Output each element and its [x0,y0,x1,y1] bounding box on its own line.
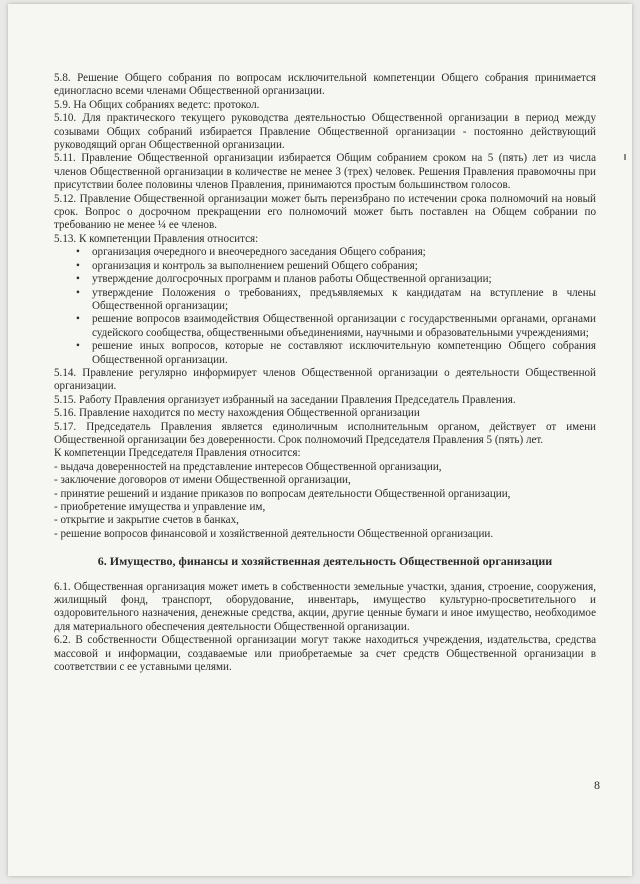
document-body [54,72,596,674]
dash-item: - принятие решений и издание приказов по вопросам деятельности Общественной организации, [54,487,511,500]
paragraph-5-15: 5.15. Работу Правления организует избранный на заседании Правления Председатель Правления. [54,393,516,406]
page-number: 8 [594,778,600,792]
paragraph-5-8: 5.8. Решение Общего собрания по вопросам исключительной компетенции Общего собрания принимается единогласно всеми членами Общественной организации. [54,72,596,98]
document-page [8,4,632,876]
paragraph-5-11: 5.11. Правление Общественной организации избирается Общим собранием сроком на 5 (пять) лет из числа членов Общественной организации в количестве не менее 3 (трех) человек. Решения Правления правомочны при присутствии более половины членов Правления, принимаются простым большинством голосов. [54,152,596,192]
paragraph-5-14: 5.14. Правление регулярно информирует членов Общественной организации о деятельности Общественной организации. [54,366,596,393]
paragraph-6-1: 6.1. Общественная организация может иметь в собственности земельные участки, здания, строение, сооружения, жилищный фонд, транспорт, оборудование, инвентарь, имущество культурно-просветительного и оздоровительного назначения, денежные средства, акции, другие ценные бумаги и иное имущество, необходимое для материального обеспечения деятельности Общественной организации. [54,580,596,633]
chair-competence-intro: К компетенции Председателя Правления относится: [54,447,301,460]
list-item: • решение вопросов взаимодействия Общественной организации с государственными органами, органами судейского сообщества, общественными объединениями, научными и образовательными учреждениями; [92,313,596,340]
dash-item: - приобретение имущества и управление им, [54,501,266,513]
scan-mark [624,154,626,160]
list-item: • утверждение долгосрочных программ и планов работы Общественной организации; [92,273,596,286]
paragraph-6-2: 6.2. В собственности Общественной организации могут также находиться учреждения, издательства, средства массовой и информации, создаваемые или приобретаемые за счет средств Общественной организации в соответствии с ее уставными целями. [54,634,596,674]
paragraph-5-9: 5.9. На Общих собраниях ведетс: протокол. [54,98,260,111]
list-item: • организация очередного и внеочередного заседания Общего собрания; [92,246,596,259]
dash-item: - решение вопросов финансовой и хозяйственной деятельности Общественной организации. [54,527,494,540]
paragraph-5-12: 5.12. Правление Общественной организации может быть переизбрано по истечении срока полномочий на новый срок. Вопрос о досрочном прекращении его полномочий может быть поставлен на Общем собрании по требованию не менее ¼ ее членов. [54,192,596,232]
list-item: • решение иных вопросов, которые не составляют исключительную компетенцию Общего собрания Общественной организации. [92,340,596,367]
dash-item: - выдача доверенностей на представление интересов Общественной организации, [54,460,442,473]
board-competence-list [54,246,596,367]
dash-item: - заключение договоров от имени Общественной организации, [54,474,351,487]
list-item: • организация и контроль за выполнением решений Общего собрания; [92,260,596,273]
paragraph-5-13: 5.13. К компетенции Правления относится: [54,232,259,245]
section-6-heading: 6. Имущество, финансы и хозяйственная деятельность Общественной организации [97,554,553,569]
list-item: • утверждение Положения о требованиях, предъявляемых к кандидатам на вступление в члены Общественной организации; [92,287,596,314]
dash-item: - открытие и закрытие счетов в банках, [54,514,239,527]
paragraph-5-16: 5.16. Правление находится по месту нахождения Общественной организации [54,407,420,420]
paragraph-5-17: 5.17. Председатель Правления является единоличным исполнительным органом, действует от имени Общественной организации без доверенности. Срок полномочий Председателя Правления 5 (пять) лет. [54,420,596,446]
paragraph-5-10: 5.10. Для практического текущего руководства деятельностью Общественной организации в период между созывами Общих собраний избирается Правление Общественной организации - постоянно действующий руководящий орган Общественной организации. [54,112,596,152]
